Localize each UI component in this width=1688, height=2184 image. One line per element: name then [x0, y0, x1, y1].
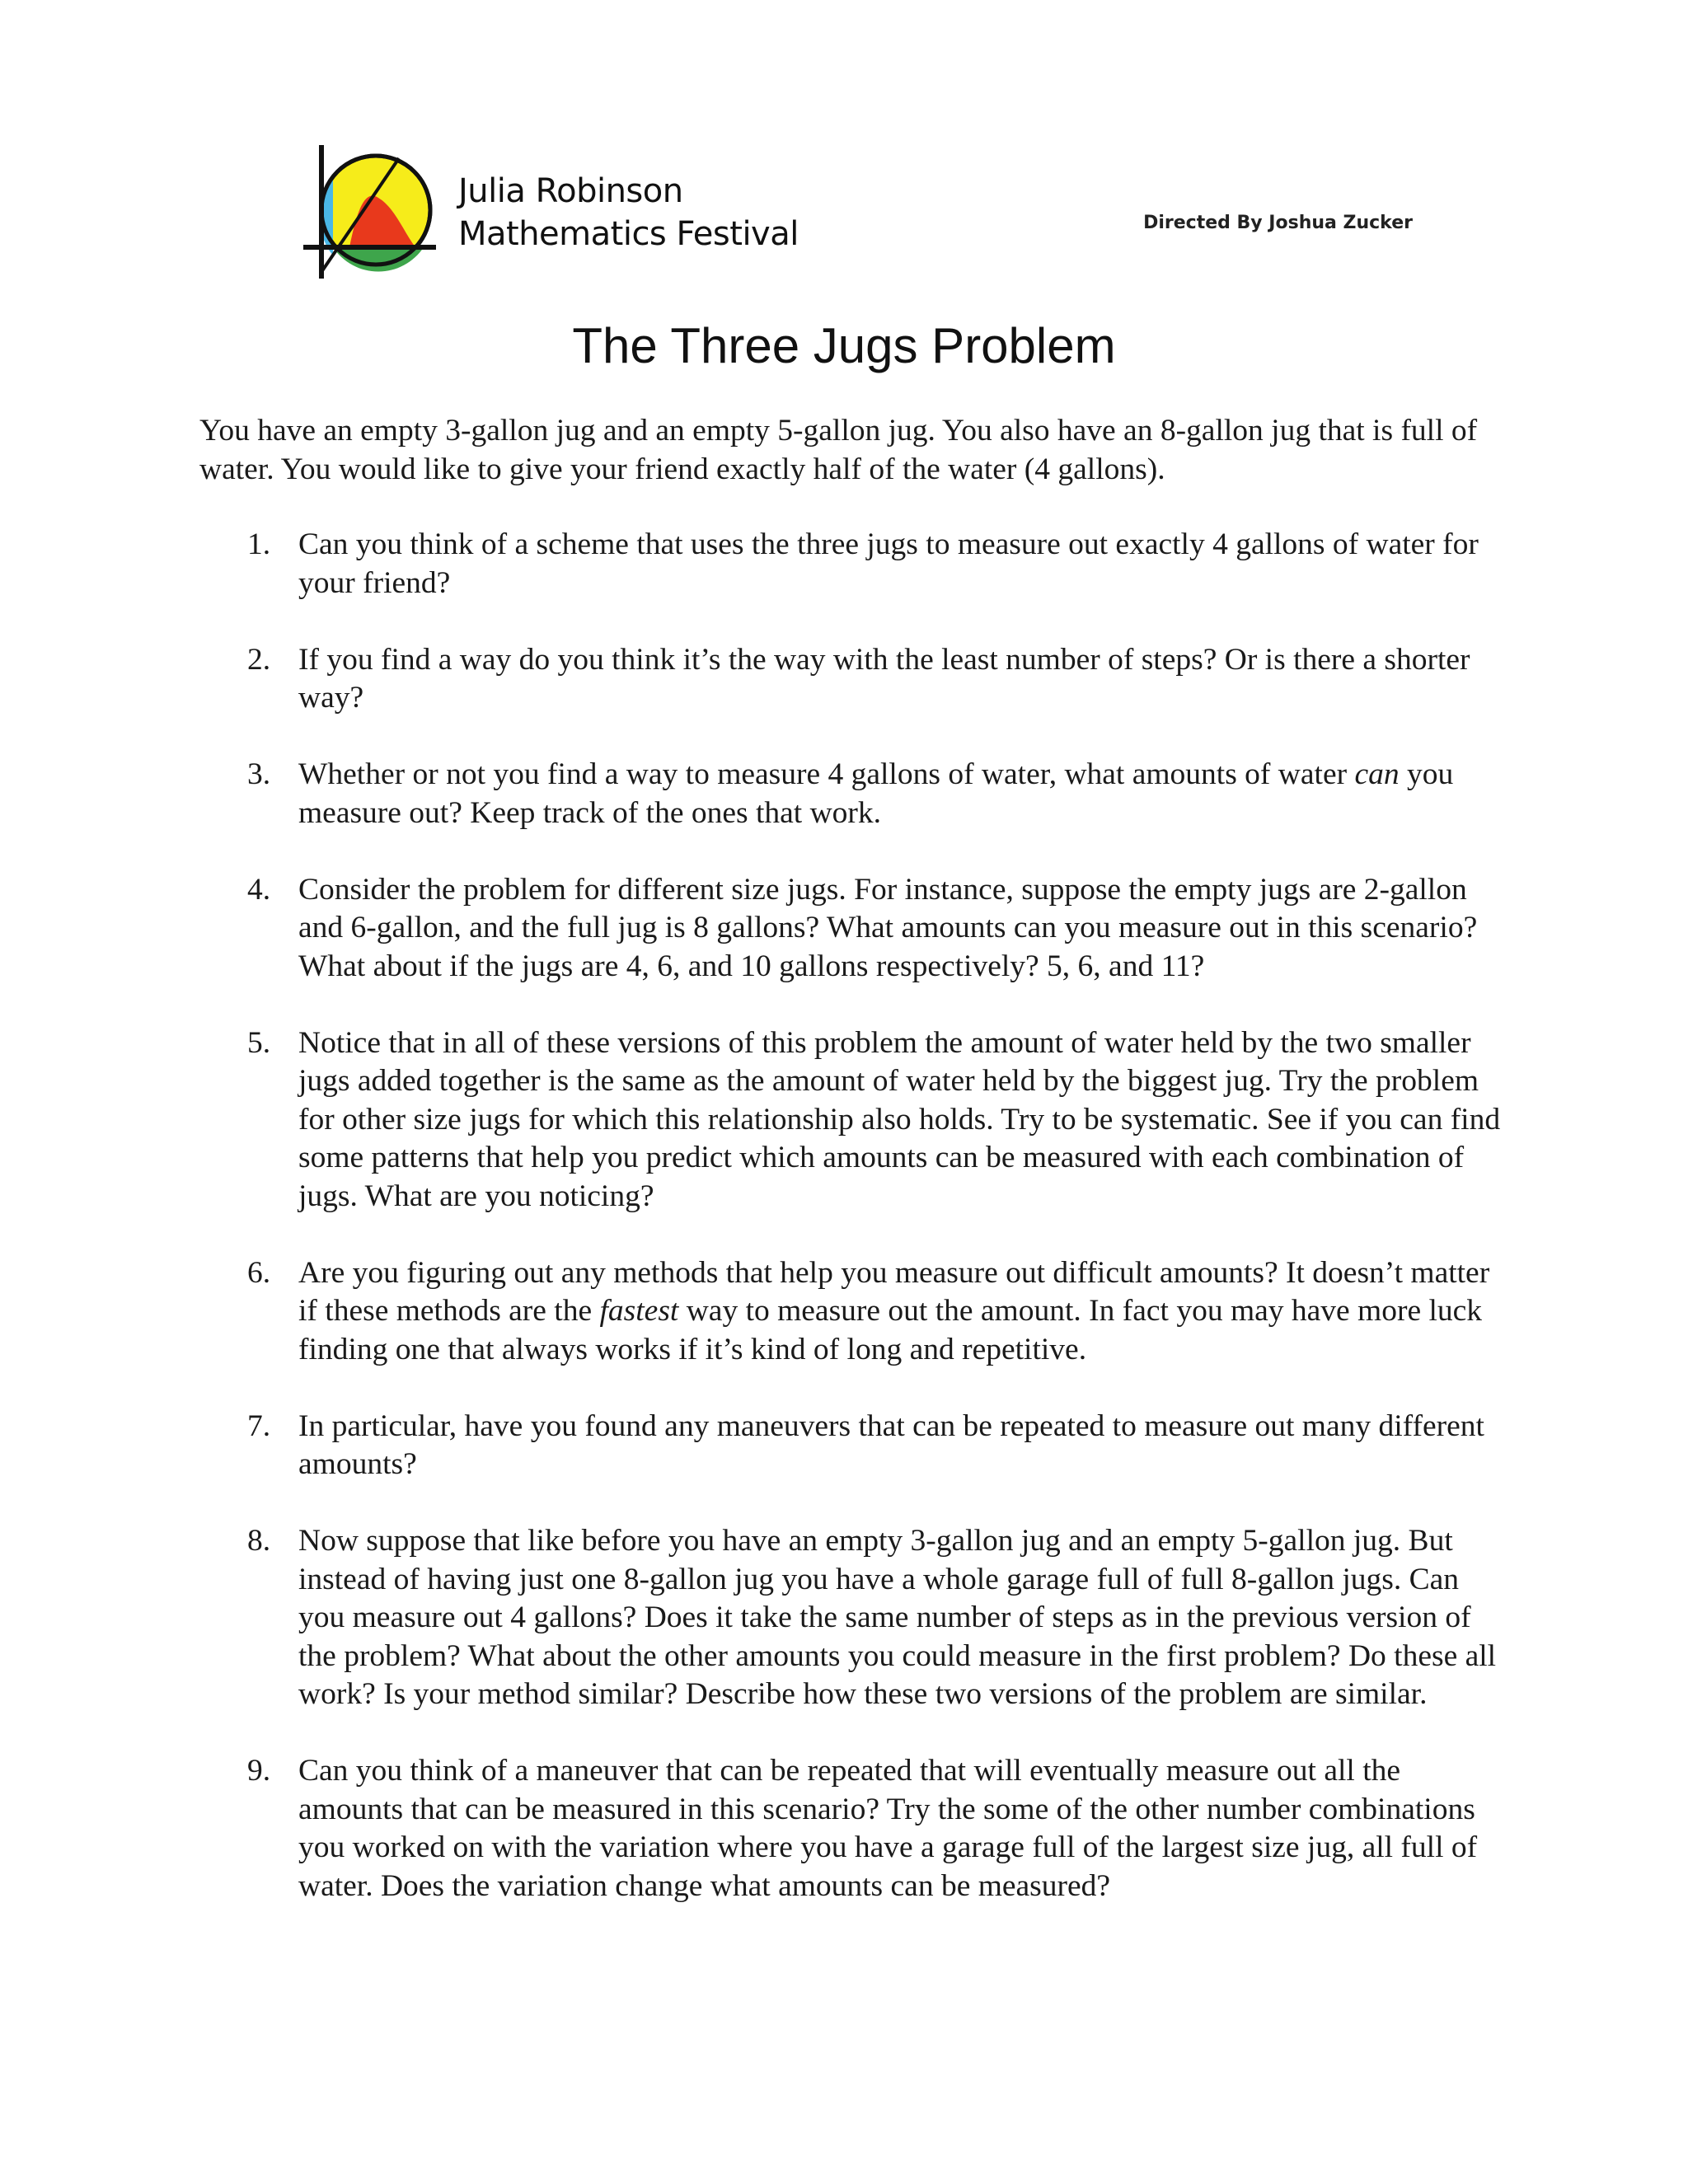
directed-by: Directed By Joshua Zucker — [1143, 213, 1413, 233]
question-text-part: you measure out? Keep track of the ones that work. — [298, 757, 1454, 830]
question-text: In particular, have you found any maneuvers that can be repeated to measure out many different amounts? — [298, 1408, 1484, 1481]
question-number: 5. — [247, 1025, 271, 1060]
question-text-part: Whether or not you find a way to measure 4 gallons of water, what amounts of water — [298, 757, 1355, 791]
question-item-4 — [199, 871, 1502, 987]
question-text: Consider the problem for different size jugs. For instance, suppose the empty jugs are 2-gallon and 6-gallon, and the full jug is 8 gallons? What amounts can you measure out in this scenario? What about if the jugs are 4, 6, and 10 gallons respectively? 5, 6, and 11? — [298, 872, 1478, 983]
question-emphasis: fastest — [599, 1294, 679, 1328]
question-item-9 — [199, 1752, 1502, 1905]
question-number: 9. — [247, 1754, 271, 1788]
question-number: 3. — [247, 757, 271, 791]
question-number: 2. — [247, 642, 271, 677]
question-item-7 — [199, 1408, 1502, 1484]
question-text-part: Are you figuring out any methods that help you measure out difficult amounts? It doesn’t matter if these methods are the — [298, 1255, 1490, 1328]
question-text: Can you think of a maneuver that can be repeated that will eventually measure out all the amounts that can be measured in this scenario? Try the some of the other number combinations you worked on with the variation where you have a garage full of the largest size jug, all full of water. Does the variation change what amounts can be measured? — [298, 1754, 1478, 1903]
question-text — [298, 1256, 1489, 1366]
question-item-1 — [199, 526, 1502, 602]
question-number: 1. — [247, 527, 271, 561]
question-item-3 — [199, 756, 1502, 832]
question-text: If you find a way do you think it’s the way with the least number of steps? Or is there a shorter way? — [298, 642, 1470, 715]
question-item-5 — [199, 1024, 1502, 1216]
festival-name-line2: Mathematics Festival — [458, 215, 799, 253]
question-text — [298, 757, 1453, 830]
question-number: 6. — [247, 1255, 271, 1290]
question-number: 8. — [247, 1524, 271, 1558]
question-number: 4. — [247, 872, 271, 907]
intro-paragraph: You have an empty 3-gallon jug and an empty 5-gallon jug. You also have an 8-gallon jug that is full of water. You would like to give your friend exactly half of the water (4 gallons). — [199, 414, 1478, 486]
question-emphasis: can — [1354, 757, 1400, 791]
question-text: Can you think of a scheme that uses the three jugs to measure out exactly 4 gallons of water for your friend? — [298, 527, 1479, 600]
festival-header — [300, 140, 1413, 280]
question-text-part: way to measure out the amount. In fact you may have more luck finding one that always works if it’s kind of long and repetitive. — [298, 1294, 1483, 1366]
question-text: Now suppose that like before you have an empty 3-gallon jug and an empty 5-gallon jug. But instead of having just one 8-gallon jug you have a whole garage full of full 8-gallon jugs. Can you measure out 4 gallons? Does it take the same number of steps as in the previous version of the problem? What about the other amounts you could measure in the first problem? Do these all work? Is your method similar? Describe how these two versions of the problem are similar. — [298, 1524, 1497, 1711]
question-item-8 — [199, 1522, 1502, 1714]
question-text: Notice that in all of these versions of this problem the amount of water held by the two smaller jugs added together is the same as the amount of water held by the biggest jug. Try the problem for other size jugs for which this relationship also holds. Try to be systematic. See if you can find some patterns that help you predict which amounts can be measured with each combination of jugs. What are you noticing? — [298, 1025, 1501, 1213]
question-number: 7. — [247, 1408, 271, 1443]
page-title: The Three Jugs Problem — [572, 318, 1116, 373]
question-item-2 — [199, 641, 1502, 718]
question-list — [199, 526, 1502, 1944]
jrmf-logo-icon — [300, 140, 440, 280]
question-item-6 — [199, 1254, 1502, 1370]
festival-name — [458, 170, 799, 255]
festival-name-line1: Julia Robinson — [458, 172, 683, 210]
